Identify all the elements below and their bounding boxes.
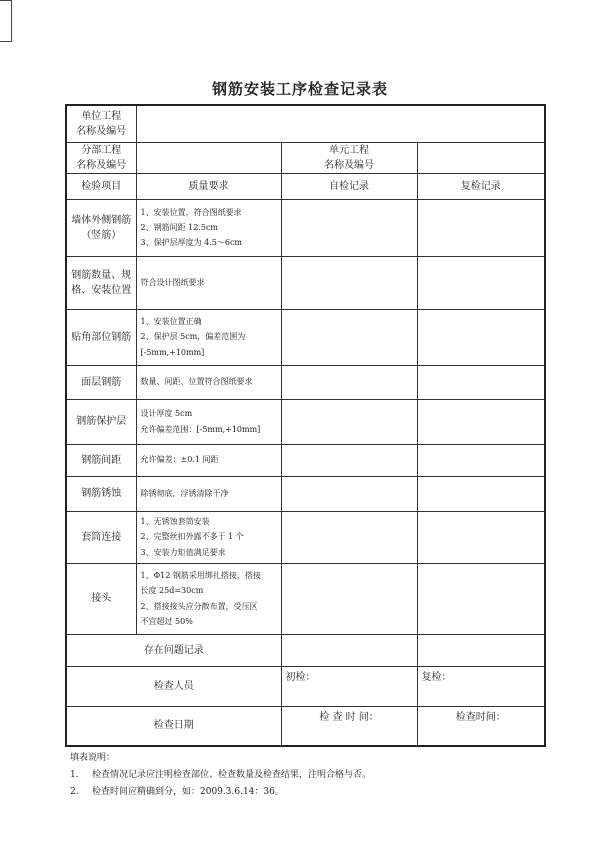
issues-self-field[interactable]	[281, 634, 417, 666]
sub-project-field[interactable]	[136, 142, 281, 173]
table-row	[66, 365, 545, 399]
element-project-label: 单元工程 名称及编号	[281, 142, 417, 173]
requirement-line: 不宜超过 50%	[140, 616, 193, 626]
recheck-field[interactable]	[417, 365, 545, 399]
quality-requirement	[136, 476, 281, 511]
col-header-requirement: 质量要求	[136, 173, 281, 199]
page-corner-box	[0, 0, 12, 42]
notes-heading: 填表说明：	[70, 753, 116, 763]
table-row	[66, 199, 545, 256]
inspection-item: 接头	[66, 563, 136, 634]
table-row	[66, 399, 545, 444]
unit-project-field[interactable]	[136, 105, 545, 142]
date-label: 检查日期	[66, 706, 281, 746]
inspection-item: 面层钢筋	[66, 365, 136, 399]
inspection-item: 贴角部位钢筋	[66, 309, 136, 365]
table-row	[66, 444, 545, 476]
table-row	[66, 309, 545, 365]
page-title: 钢筋安装工序检查记录表	[211, 80, 388, 98]
issues-label: 存在问题记录	[66, 634, 281, 666]
requirement-line: 1、安装位置，符合图纸要求	[140, 207, 242, 217]
requirement-line: 1、安装位置正确	[140, 317, 202, 327]
recheck-field[interactable]	[417, 309, 545, 365]
quality-requirement	[136, 365, 281, 399]
self-check-field[interactable]	[281, 476, 417, 511]
fill-instructions	[70, 750, 371, 801]
requirement-line: 数量、间距、位置符合图纸要求	[140, 377, 253, 387]
col-header-self-check: 自检记录	[281, 173, 417, 199]
requirement-line: 符合设计图纸要求	[140, 277, 205, 287]
requirement-line: 3、安装力矩值满足要求	[140, 547, 226, 557]
recheck-field[interactable]	[417, 199, 545, 256]
table-row	[66, 256, 545, 309]
requirement-line: 1、无锈蚀套筒安装	[140, 517, 210, 527]
recheck-field[interactable]	[417, 511, 545, 563]
quality-requirement	[136, 199, 281, 256]
inspection-item: 钢筋保护层	[66, 399, 136, 444]
self-check-field[interactable]	[281, 511, 417, 563]
self-check-field[interactable]	[281, 444, 417, 476]
requirement-line: 除锈彻底，浮锈清除干净	[140, 488, 229, 498]
inspectors-label: 检查人员	[66, 666, 281, 706]
requirement-line: 允许偏差范围：[-5mm,+10mm]	[140, 424, 261, 434]
col-header-recheck: 复检记录	[417, 173, 545, 199]
col-header-item: 检验项目	[66, 173, 136, 199]
requirement-line: 2、搭接接头应分散布置，受压区	[140, 601, 258, 611]
note-item: 2. 检查时间应精确到分，如：2009.3.6.14：36。	[70, 787, 284, 797]
requirement-line: 2、保护层 5cm，偏差范围为	[140, 332, 246, 342]
recheck-field[interactable]	[417, 444, 545, 476]
quality-requirement	[136, 511, 281, 563]
requirement-line: 允许偏差：±0.1 间距	[140, 455, 219, 465]
initial-inspector-field[interactable]: 初检：	[281, 666, 417, 706]
recheck-field[interactable]	[417, 563, 545, 634]
requirement-line: 长度 25d=30cm	[140, 586, 204, 596]
unit-project-label: 单位工程 名称及编号	[66, 105, 136, 142]
quality-requirement	[136, 444, 281, 476]
quality-requirement	[136, 399, 281, 444]
note-item: 1. 检查情况记录应注明检查部位、检查数量及检查结果，注明合格与否。	[70, 770, 372, 780]
recheck-field[interactable]	[417, 256, 545, 309]
self-check-field[interactable]	[281, 199, 417, 256]
requirement-line: 2、钢筋间距 12.5cm	[140, 222, 219, 232]
self-check-field[interactable]	[281, 365, 417, 399]
inspection-item: 钢筋间距	[66, 444, 136, 476]
inspection-item: 钢筋数量、规格、安装位置	[66, 256, 136, 309]
inspection-item: 墙体外侧钢筋（竖筋）	[66, 199, 136, 256]
quality-requirement	[136, 563, 281, 634]
self-check-field[interactable]	[281, 256, 417, 309]
requirement-line: 3、保护层厚度为 4.5～6cm	[140, 238, 243, 248]
recheck-field[interactable]	[417, 399, 545, 444]
quality-requirement	[136, 256, 281, 309]
inspection-item: 钢筋锈蚀	[66, 476, 136, 511]
requirement-line: [-5mm,+10mm]	[140, 347, 205, 357]
inspection-time-field-1[interactable]: 检 查 时 间：	[281, 706, 417, 746]
recheck-field[interactable]	[417, 476, 545, 511]
self-check-field[interactable]	[281, 399, 417, 444]
inspection-time-field-2[interactable]: 检查时间：	[417, 706, 545, 746]
table-row	[66, 563, 545, 634]
table-row	[66, 511, 545, 563]
sub-project-label: 分部工程 名称及编号	[66, 142, 136, 173]
requirement-line: 1、Φ12 钢筋采用绑扎搭接，搭接	[140, 571, 261, 581]
inspection-table	[65, 104, 546, 747]
requirement-line: 2、完整丝扣外露不多于 1 个	[140, 532, 244, 542]
inspection-item: 套筒连接	[66, 511, 136, 563]
issues-recheck-field[interactable]	[417, 634, 545, 666]
recheck-inspector-field[interactable]: 复检：	[417, 666, 545, 706]
requirement-line: 设计厚度 5cm	[140, 409, 193, 419]
self-check-field[interactable]	[281, 309, 417, 365]
quality-requirement	[136, 309, 281, 365]
element-project-field[interactable]	[417, 142, 545, 173]
self-check-field[interactable]	[281, 563, 417, 634]
table-row	[66, 476, 545, 511]
